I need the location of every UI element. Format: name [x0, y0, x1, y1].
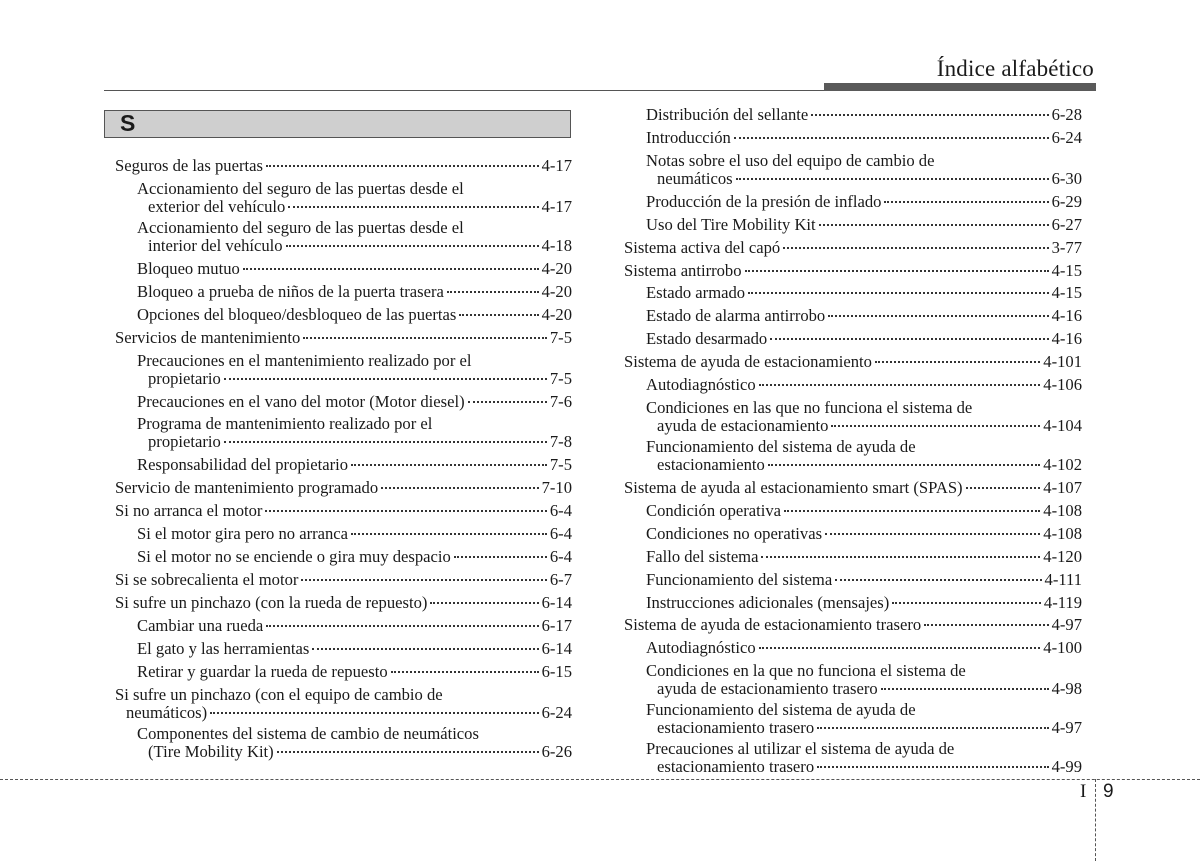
footer-page-number: 9: [1103, 781, 1114, 802]
index-entry: [624, 637, 1082, 660]
index-entry-page: 4-111: [1044, 569, 1082, 589]
index-entry: [115, 180, 572, 216]
index-entry-page: 6-24: [541, 702, 572, 722]
dot-leader: [831, 425, 1040, 427]
dot-leader: [759, 384, 1041, 386]
dot-leader: [266, 165, 539, 167]
index-entry-text: Distribución del sellante: [646, 105, 809, 124]
index-entry-text: Responsabilidad del propietario: [137, 455, 349, 475]
index-entry-text: Producción de la presión de inflado: [646, 191, 882, 211]
header-accent-bar: [824, 83, 1096, 91]
index-column-right: [624, 104, 1082, 779]
index-entry-text: estacionamiento trasero: [657, 757, 815, 777]
index-entry-text: Funcionamiento del sistema de ayuda de: [646, 436, 916, 456]
dot-leader: [828, 315, 1048, 317]
index-entry-page: 4-98: [1051, 679, 1082, 699]
index-entry: [115, 569, 572, 592]
index-entry-text: Precauciones en el mantenimiento realizado por el: [137, 350, 472, 370]
index-entry-text: Estado armado: [646, 283, 746, 303]
dot-leader: [224, 378, 547, 380]
dot-leader: [454, 556, 547, 558]
index-entry: [624, 662, 1082, 698]
index-entry-page: 4-102: [1043, 454, 1082, 474]
index-entry-text: Accionamiento del seguro de las puertas desde el: [137, 217, 464, 237]
index-entry-text: Seguros de las puertas: [115, 156, 263, 175]
index-entry: [115, 638, 572, 661]
index-entry: [624, 701, 1082, 737]
index-entry-page: 6-28: [1051, 105, 1082, 124]
dot-leader: [748, 292, 1049, 294]
dot-leader: [459, 314, 538, 316]
dot-leader: [884, 201, 1048, 203]
index-entry: [115, 686, 572, 722]
index-entry: [624, 546, 1082, 569]
index-entry: [624, 477, 1082, 500]
index-entry: [115, 523, 572, 546]
index-entry-text: estacionamiento: [657, 454, 765, 474]
index-entry: [624, 438, 1082, 474]
index-entry: [624, 328, 1082, 351]
index-entry-text: Estado de alarma antirrobo: [646, 306, 826, 326]
index-entry: [624, 237, 1082, 260]
index-entry-page: 4-20: [541, 304, 572, 324]
index-entry-text: ayuda de estacionamiento: [657, 415, 829, 435]
index-entry-text: El gato y las herramientas: [137, 638, 310, 658]
index-entry: [115, 352, 572, 388]
index-entry-page: 4-108: [1043, 523, 1082, 543]
index-entry-text: Sistema activa del capó: [624, 237, 781, 257]
footer-dashed-divider: [1095, 779, 1096, 861]
index-entry-page: 6-27: [1051, 214, 1082, 234]
index-entry-text: Componentes del sistema de cambio de neumáticos: [137, 723, 479, 743]
index-entry-text: Condiciones no operativas: [646, 523, 823, 543]
index-entry-page: 4-107: [1043, 477, 1082, 497]
index-entry-text: Bloqueo a prueba de niños de la puerta trasera: [137, 281, 444, 301]
dot-leader: [759, 647, 1041, 649]
dot-leader: [924, 624, 1048, 626]
index-entry-text: Cambiar una rueda: [137, 615, 264, 635]
dot-leader: [265, 510, 546, 512]
index-entry-text: Si el motor no se enciende o gira muy despacio: [137, 547, 451, 567]
index-entry-text: Servicios de mantenimiento: [115, 327, 301, 347]
index-entry-page: 4-101: [1043, 352, 1082, 372]
index-entry: [115, 415, 572, 451]
index-entry-text: Bloqueo mutuo: [137, 258, 240, 278]
index-entry-page: 6-14: [541, 592, 572, 612]
dot-leader: [734, 137, 1049, 139]
index-entry-page: 4-20: [541, 281, 572, 301]
index-entry: [115, 454, 572, 477]
index-entry-page: 6-7: [549, 569, 572, 589]
index-entry-text: (Tire Mobility Kit): [148, 741, 274, 761]
index-entry-page: 4-16: [1051, 306, 1082, 326]
index-entry-page: 4-17: [541, 196, 572, 216]
index-entry: [624, 374, 1082, 397]
index-entry-page: 4-120: [1043, 546, 1082, 566]
index-entry-page: 7-5: [549, 327, 572, 347]
index-entry: [624, 127, 1082, 150]
dot-leader: [391, 671, 539, 673]
dot-leader: [817, 727, 1048, 729]
index-entry-text: Sistema de ayuda de estacionamiento trasero: [624, 615, 922, 635]
index-entry-page: 7-5: [549, 368, 572, 388]
index-entry-text: Autodiagnóstico: [646, 375, 756, 395]
index-entry-page: 4-17: [541, 156, 572, 175]
dot-leader: [351, 464, 547, 466]
index-entry-page: 6-4: [549, 547, 572, 567]
index-entry-text: propietario: [148, 368, 221, 388]
dot-leader: [381, 487, 538, 489]
dot-leader: [736, 178, 1049, 180]
index-entry-text: exterior del vehículo: [148, 196, 286, 216]
index-entry-page: 7-8: [549, 432, 572, 452]
index-entry: [115, 258, 572, 281]
index-entry-text: Condiciones en las que no funciona el sistema de: [646, 397, 973, 417]
index-entry-text: Fallo del sistema: [646, 546, 759, 566]
section-letter: S: [120, 110, 136, 136]
dot-leader: [288, 206, 538, 208]
dot-leader: [286, 245, 539, 247]
dot-leader: [819, 224, 1049, 226]
dot-leader: [351, 533, 547, 535]
dot-leader: [301, 579, 546, 581]
index-entry: [624, 191, 1082, 214]
index-entry-text: Precauciones al utilizar el sistema de ayuda de: [646, 739, 955, 759]
index-entry-text: Autodiagnóstico: [646, 638, 756, 658]
index-entry-text: Sistema antirrobo: [624, 260, 742, 280]
index-entry-page: 6-15: [541, 661, 572, 681]
dot-leader: [966, 487, 1041, 489]
index-entry-text: Servicio de mantenimiento programado: [115, 478, 379, 498]
index-entry: [624, 592, 1082, 615]
index-entry: [115, 304, 572, 327]
index-entry-page: 6-30: [1051, 168, 1082, 188]
dot-leader: [303, 337, 547, 339]
dot-leader: [783, 247, 1048, 249]
index-entry-text: Retirar y guardar la rueda de repuesto: [137, 661, 388, 681]
index-entry-text: Precauciones en el vano del motor (Motor diesel): [137, 391, 465, 411]
index-entry-text: estacionamiento trasero: [657, 718, 815, 738]
index-entry: [115, 592, 572, 615]
index-entry-page: 4-104: [1043, 415, 1082, 435]
dot-leader: [825, 533, 1040, 535]
index-entry: [624, 569, 1082, 592]
page-header-title: Índice alfabético: [936, 56, 1094, 81]
index-entry-text: Si sufre un pinchazo (con el equipo de cambio de: [115, 684, 443, 704]
index-entry-page: 3-77: [1051, 237, 1082, 257]
index-entry-page: 4-15: [1051, 283, 1082, 303]
index-entry-text: Instrucciones adicionales (mensajes): [646, 592, 890, 612]
footer-dashed-rule: [0, 779, 1200, 780]
index-entry: [624, 500, 1082, 523]
dot-leader: [761, 556, 1040, 558]
index-entry-page: 7-6: [549, 391, 572, 411]
index-entry-text: interior del vehículo: [148, 235, 283, 255]
index-entry: [624, 104, 1082, 127]
index-entry: [624, 351, 1082, 374]
dot-leader: [875, 361, 1040, 363]
index-entry-page: 6-26: [541, 741, 572, 761]
index-entry: [115, 477, 572, 500]
dot-leader: [243, 268, 539, 270]
index-entry-page: 4-99: [1051, 757, 1082, 777]
index-entry-text: Funcionamiento del sistema de ayuda de: [646, 700, 916, 720]
index-entry: [624, 214, 1082, 237]
dot-leader: [817, 766, 1048, 768]
index-entry-text: Opciones del bloqueo/desbloqueo de las puertas: [137, 304, 457, 324]
index-entry-page: 4-108: [1043, 500, 1082, 520]
index-entry-text: Estado desarmado: [646, 329, 768, 349]
index-entry-text: Sistema de ayuda al estacionamiento smart (SPAS): [624, 477, 963, 497]
dot-leader: [768, 464, 1040, 466]
index-entry-page: 4-16: [1051, 329, 1082, 349]
index-entry-page: 4-97: [1051, 615, 1082, 635]
index-entry-page: 7-10: [541, 478, 572, 498]
dot-leader: [312, 648, 538, 650]
index-entry-text: Condición operativa: [646, 500, 782, 520]
index-entry-page: 4-97: [1051, 718, 1082, 738]
index-entry-text: neumáticos: [657, 168, 733, 188]
index-entry-text: Si sufre un pinchazo (con la rueda de repuesto): [115, 592, 428, 612]
index-entry-text: ayuda de estacionamiento trasero: [657, 679, 878, 699]
index-entry: [115, 391, 572, 414]
index-entry-page: 4-106: [1043, 375, 1082, 395]
index-entry-page: 6-4: [549, 524, 572, 544]
index-entry-text: Introducción: [646, 127, 731, 147]
dot-leader: [447, 291, 539, 293]
index-entry-text: Sistema de ayuda de estacionamiento: [624, 352, 872, 372]
index-entry-text: Uso del Tire Mobility Kit: [646, 214, 816, 234]
index-entry: [115, 155, 572, 178]
index-entry-text: propietario: [148, 432, 221, 452]
index-entry-text: Funcionamiento del sistema: [646, 569, 833, 589]
index-entry: [624, 260, 1082, 283]
index-entry: [624, 740, 1082, 776]
index-entry-page: 4-100: [1043, 638, 1082, 658]
dot-leader: [881, 688, 1049, 690]
dot-leader: [468, 401, 547, 403]
index-entry-page: 4-18: [541, 235, 572, 255]
index-entry-text: Programa de mantenimiento realizado por el: [137, 414, 433, 434]
index-entry: [624, 282, 1082, 305]
index-entry-page: 6-24: [1051, 127, 1082, 147]
index-entry-page: 4-20: [541, 258, 572, 278]
section-letter-box: [104, 110, 571, 138]
dot-leader: [784, 510, 1040, 512]
index-entry: [115, 219, 572, 255]
index-entry-text: Si se sobrecalienta el motor: [115, 569, 299, 589]
index-entry: [624, 614, 1082, 637]
index-entry-text: Si no arranca el motor: [115, 501, 263, 521]
index-entry-text: Si el motor gira pero no arranca: [137, 524, 349, 544]
index-entry-text: Condiciones en la que no funciona el sistema de: [646, 661, 966, 681]
index-entry-page: 4-15: [1051, 260, 1082, 280]
index-entry-page: 6-14: [541, 638, 572, 658]
index-entry: [115, 500, 572, 523]
dot-leader: [892, 602, 1041, 604]
dot-leader: [210, 712, 538, 714]
dot-leader: [745, 270, 1049, 272]
footer-section-letter: I: [1080, 781, 1087, 802]
index-entry: [115, 615, 572, 638]
dot-leader: [266, 625, 538, 627]
index-entry: [624, 399, 1082, 435]
index-entry-page: 7-5: [549, 455, 572, 475]
dot-leader: [835, 579, 1041, 581]
dot-leader: [277, 751, 539, 753]
dot-leader: [224, 441, 547, 443]
dot-leader: [770, 338, 1048, 340]
dot-leader: [430, 602, 538, 604]
index-entry-text: Notas sobre el uso del equipo de cambio de: [646, 150, 935, 170]
index-entry-page: 6-17: [541, 615, 572, 635]
index-entry: [624, 305, 1082, 328]
index-entry-text: Accionamiento del seguro de las puertas desde el: [137, 178, 464, 198]
index-entry: [115, 661, 572, 684]
index-column-left: [115, 155, 572, 764]
index-entry: [115, 281, 572, 304]
index-entry-page: 6-29: [1051, 191, 1082, 211]
index-entry: [115, 546, 572, 569]
index-entry-page: 4-119: [1043, 592, 1082, 612]
index-entry-text: neumáticos): [126, 702, 208, 722]
index-entry-page: 6-4: [549, 501, 572, 521]
index-entry: [624, 523, 1082, 546]
dot-leader: [811, 114, 1048, 116]
index-entry: [624, 152, 1082, 188]
index-entry: [115, 725, 572, 761]
index-entry: [115, 327, 572, 350]
